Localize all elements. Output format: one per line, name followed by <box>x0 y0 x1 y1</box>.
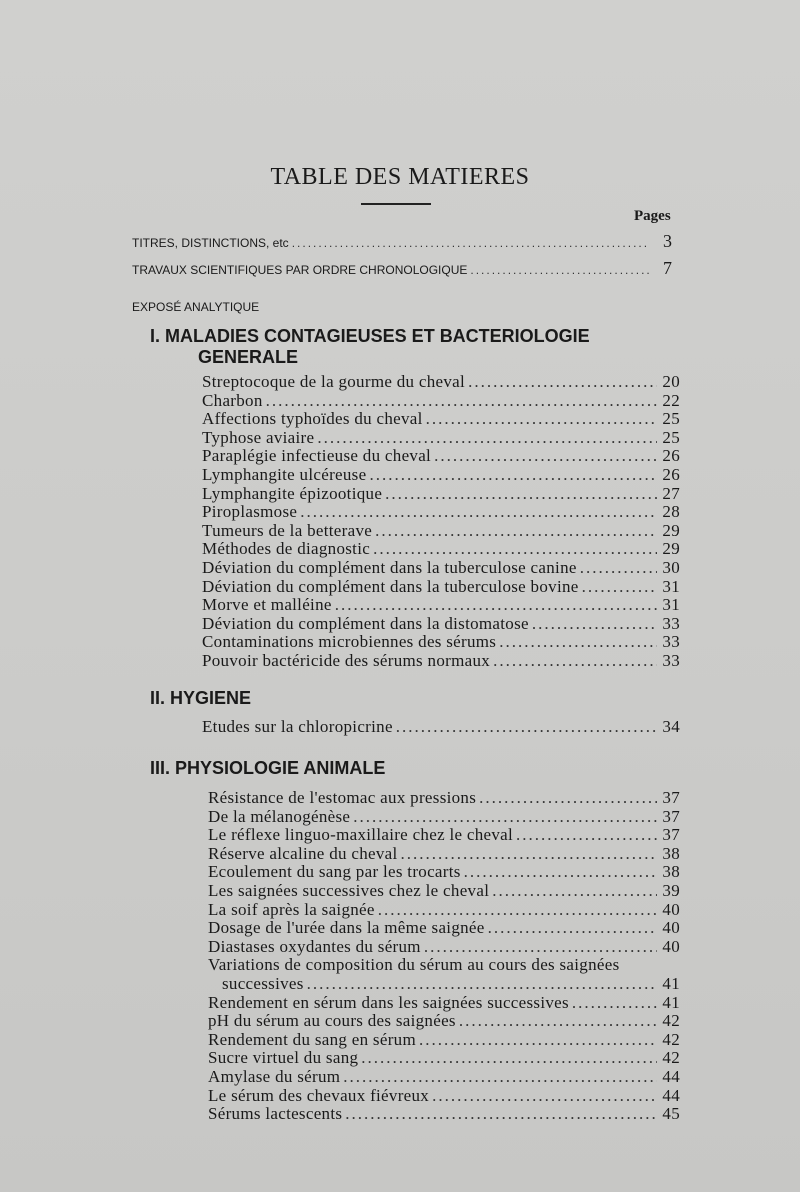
toc-entry-page: 33 <box>662 651 680 670</box>
leader-dots <box>419 1030 657 1050</box>
toc-entry-label: Tumeurs de la betterave <box>202 520 373 540</box>
leader-dots <box>468 372 657 392</box>
leader-dots <box>426 409 657 429</box>
toc-entry-page: 31 <box>662 576 680 596</box>
leader-dots <box>373 539 657 559</box>
toc-entry-label: pH du sérum au cours des saignées <box>208 1011 456 1031</box>
toc-entry <box>202 409 680 429</box>
toc-entry-label: Morve et malléine <box>202 595 332 615</box>
toc-entry-page: 7 <box>663 258 672 278</box>
toc-entry <box>202 428 680 448</box>
toc-entry-label: Rendement du sang en sérum <box>208 1029 416 1049</box>
leader-dots <box>516 825 657 845</box>
toc-entry <box>208 900 680 920</box>
leader-dots <box>488 918 657 938</box>
toc-entry <box>202 651 680 671</box>
toc-entry-label: Réserve alcaline du cheval <box>208 843 398 863</box>
toc-entry <box>208 1030 680 1050</box>
toc-entry <box>202 484 680 504</box>
expose-heading: EXPOSÉ ANALYTIQUE <box>132 300 260 314</box>
toc-entry-page: 27 <box>662 483 680 503</box>
leader-dots <box>432 1086 657 1106</box>
leader-dots <box>396 717 657 737</box>
toc-entry-label: Méthodes de diagnostic <box>202 539 371 559</box>
leader-dots <box>424 937 657 957</box>
leader-dots <box>401 844 657 864</box>
leader-dots <box>572 993 657 1013</box>
toc-entry <box>202 446 680 466</box>
toc-entry-label: La soif après la saignée <box>208 899 375 919</box>
toc-entry-label: Sucre virtuel du sang <box>208 1048 359 1068</box>
leader-dots <box>307 974 657 994</box>
toc-entry-page: 40 <box>662 936 680 956</box>
toc-entry <box>202 632 680 652</box>
leader-dots <box>499 632 657 652</box>
leader-dots <box>292 236 649 250</box>
toc-entry <box>202 539 680 559</box>
toc-entry-label: TRAVAUX SCIENTIFIQUES PAR ORDRE CHRONOLOGIQUE <box>132 263 468 277</box>
toc-entry-page: 45 <box>662 1104 680 1124</box>
title-rule <box>361 203 431 205</box>
toc-entry <box>202 521 680 541</box>
toc-entry-page: 39 <box>662 881 680 900</box>
toc-entry-page: 20 <box>662 372 680 391</box>
toc-entry-page: 33 <box>662 613 680 633</box>
toc-entry <box>208 1048 680 1068</box>
toc-entry-page: 38 <box>662 843 680 863</box>
toc-entry <box>208 807 680 827</box>
toc-entry-label: Déviation du complément dans la distomatose <box>202 613 529 633</box>
toc-entry-page: 26 <box>662 465 680 484</box>
toc-entry <box>202 391 680 411</box>
toc-entry-label: Lymphangite épizootique <box>202 483 383 503</box>
toc-entry-label: Lymphangite ulcéreuse <box>202 465 367 484</box>
toc-entry-label: Pouvoir bactéricide des sérums normaux <box>202 651 491 670</box>
toc-entry-page: 44 <box>662 1067 680 1086</box>
leader-dots <box>582 577 657 597</box>
leader-dots <box>493 651 657 671</box>
toc-entry <box>202 465 680 485</box>
toc-entry-label: TITRES, DISTINCTIONS, etc <box>132 236 289 250</box>
toc-entry-label: Déviation du complément dans la tuberculose bovine <box>202 576 579 596</box>
toc-entry <box>208 937 680 957</box>
toc-entry <box>132 258 672 279</box>
leader-dots <box>300 502 657 522</box>
leader-dots <box>361 1048 657 1068</box>
toc-entry <box>202 502 680 522</box>
toc-entry-label: Amylase du sérum <box>208 1067 341 1086</box>
leader-dots <box>375 521 657 541</box>
toc-entry-label: De la mélanogénèse <box>208 806 351 826</box>
toc-entry-label: Le sérum des chevaux fiévreux <box>208 1085 430 1105</box>
toc-entry-label: successives <box>222 974 304 993</box>
toc-entry-label: Affections typhoïdes du cheval <box>202 409 423 429</box>
toc-entry <box>132 231 672 252</box>
toc-entry <box>208 881 680 901</box>
toc-entry-page: 33 <box>662 632 680 652</box>
toc-entry-label: Rendement en sérum dans les saignées successives <box>208 992 569 1012</box>
toc-entry-page: 42 <box>662 1048 680 1068</box>
toc-entry-page: 29 <box>662 539 680 559</box>
toc-entry-page: 38 <box>662 862 680 882</box>
leader-dots <box>492 881 657 901</box>
section-heading <box>150 326 590 368</box>
toc-entry <box>208 1011 680 1031</box>
toc-entry-label: Typhose aviaire <box>202 427 315 447</box>
toc-entry-label: Dosage de l'urée dans la même saignée <box>208 918 485 938</box>
toc-entry <box>202 577 680 597</box>
toc-entry <box>202 614 680 634</box>
toc-entry-label: Streptocoque de la gourme du cheval <box>202 372 466 391</box>
toc-entry-page: 44 <box>662 1085 680 1105</box>
toc-entry-page: 40 <box>662 899 680 919</box>
section-heading <box>150 758 385 779</box>
leader-dots <box>434 446 657 466</box>
toc-entry-label: Variations de composition du sérum au cours des saignées <box>208 955 620 975</box>
toc-entry-page: 41 <box>662 992 680 1012</box>
toc-entry-label: Le réflexe linguo-maxillaire chez le cheval <box>208 825 514 845</box>
toc-entry-label: Paraplégie infectieuse du cheval <box>202 446 432 466</box>
toc-entry-page: 31 <box>662 595 680 615</box>
page-title: TABLE DES MATIERES <box>270 164 530 190</box>
leader-dots <box>470 263 649 277</box>
toc-entry-page: 42 <box>662 1029 680 1049</box>
leader-dots <box>378 900 657 920</box>
toc-entry <box>208 844 680 864</box>
toc-entry-page: 34 <box>662 717 680 736</box>
toc-entry-page: 41 <box>662 974 680 993</box>
section-title-line1: II. HYGIENE <box>150 688 252 708</box>
toc-entry-page: 37 <box>662 825 680 845</box>
toc-entry <box>208 1104 680 1124</box>
toc-entry-page: 22 <box>662 390 680 410</box>
leader-dots <box>580 558 657 578</box>
toc-entry-page: 29 <box>662 520 680 540</box>
toc-entry <box>208 993 680 1013</box>
section-title-line1: I. MALADIES CONTAGIEUSES ET BACTERIOLOGIE <box>150 326 590 346</box>
toc-entry <box>222 974 680 994</box>
toc-entry-page: 42 <box>662 1011 680 1031</box>
toc-entry-page: 28 <box>662 502 680 522</box>
section-title-line2: GENERALE <box>198 347 299 367</box>
leader-dots <box>464 862 657 882</box>
toc-entry <box>202 558 680 578</box>
toc-entry-label: Charbon <box>202 390 263 410</box>
pages-column-label: Pages <box>634 208 671 224</box>
toc-entry-label: Résistance de l'estomac aux pressions <box>208 788 477 807</box>
leader-dots <box>266 391 657 411</box>
toc-entry <box>208 862 680 882</box>
toc-entry-label: Les saignées successives chez le cheval <box>208 881 490 900</box>
section-title-line1: III. PHYSIOLOGIE ANIMALE <box>150 758 386 778</box>
toc-entry-page: 3 <box>663 231 672 251</box>
toc-entry-page: 30 <box>662 558 680 577</box>
toc-entry-label: Ecoulement du sang par les trocarts <box>208 862 461 882</box>
leader-dots <box>479 788 657 808</box>
toc-entry-page: 26 <box>662 446 680 466</box>
leader-dots <box>343 1067 657 1087</box>
leader-dots <box>345 1104 657 1124</box>
leader-dots <box>369 465 657 485</box>
toc-entry-page: 40 <box>662 918 680 938</box>
toc-entry-page: 37 <box>662 806 680 826</box>
toc-entry <box>208 825 680 845</box>
leader-dots <box>385 484 657 504</box>
toc-entry-label: Déviation du complément dans la tuberculose canine <box>202 558 577 577</box>
leader-dots <box>335 595 657 615</box>
toc-entry <box>208 1067 680 1087</box>
toc-entry-label: Etudes sur la chloropicrine <box>202 717 393 736</box>
toc-entry-page: 25 <box>662 409 680 429</box>
toc-entry <box>208 1086 680 1106</box>
toc-entry <box>202 717 680 737</box>
toc-entry-label: Diastases oxydantes du sérum <box>208 936 421 956</box>
leader-dots <box>532 614 657 634</box>
toc-entry-page: 25 <box>662 427 680 447</box>
toc-entry <box>202 595 680 615</box>
section-heading <box>150 688 251 709</box>
leader-dots <box>353 807 657 827</box>
toc-entry-label: Sérums lactescents <box>208 1104 343 1124</box>
toc-entry-label: Piroplasmose <box>202 502 298 522</box>
toc-entry <box>202 372 680 392</box>
toc-entry-page: 37 <box>662 788 680 807</box>
toc-entry <box>208 788 680 808</box>
toc-entry <box>208 918 680 938</box>
leader-dots <box>317 428 657 448</box>
toc-entry-label: Contaminations microbiennes des sérums <box>202 632 497 652</box>
leader-dots <box>459 1011 657 1031</box>
